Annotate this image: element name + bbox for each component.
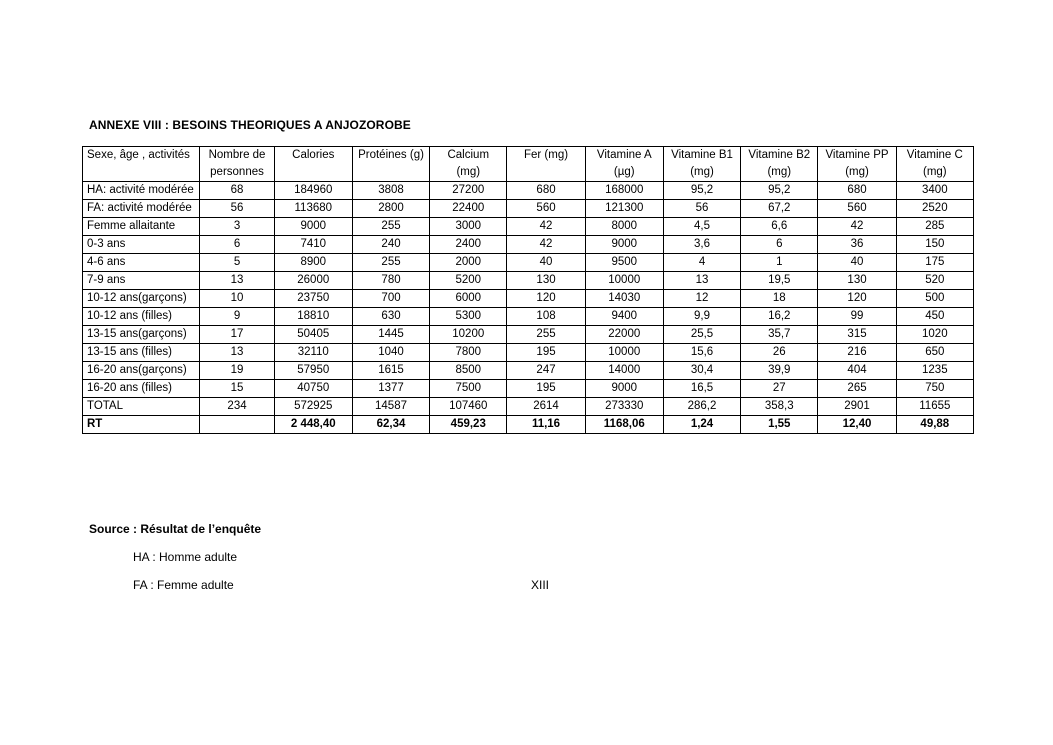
value-cell: 11655: [896, 398, 973, 416]
value-cell: 520: [896, 272, 973, 290]
value-cell: 22000: [585, 326, 663, 344]
value-cell: 450: [896, 308, 973, 326]
table-row: [83, 308, 974, 326]
value-cell: 168000: [585, 182, 663, 200]
value-cell: 9500: [585, 254, 663, 272]
value-cell: 404: [818, 362, 896, 380]
value-cell: 2 448,40: [274, 416, 352, 434]
value-cell: 2000: [430, 254, 507, 272]
page-title: ANNEXE VIII : BESOINS THEORIQUES A ANJOZOROBE: [89, 118, 411, 132]
row-label-cell: RT: [83, 416, 200, 434]
value-cell: 265: [818, 380, 896, 398]
value-cell: 6: [741, 236, 818, 254]
row-label-cell: 7-9 ans: [83, 272, 200, 290]
table-row: [83, 236, 974, 254]
row-label-cell: 16-20 ans(garçons): [83, 362, 200, 380]
value-cell: 1168,06: [585, 416, 663, 434]
value-cell: 50405: [274, 326, 352, 344]
value-cell: 25,5: [663, 326, 740, 344]
value-cell: 107460: [430, 398, 507, 416]
value-cell: 56: [663, 200, 740, 218]
value-cell: 121300: [585, 200, 663, 218]
value-cell: 5: [200, 254, 274, 272]
value-cell: 40: [818, 254, 896, 272]
value-cell: 42: [507, 218, 585, 236]
value-cell: 6: [200, 236, 274, 254]
value-cell: 130: [507, 272, 585, 290]
table-row: [83, 218, 974, 236]
table-row: [83, 182, 974, 200]
value-cell: 286,2: [663, 398, 740, 416]
value-cell: 750: [896, 380, 973, 398]
page-number: XIII: [531, 578, 550, 592]
abbrev-ha-note: HA : Homme adulte: [133, 550, 238, 564]
value-cell: 7800: [430, 344, 507, 362]
column-header: Fer (mg): [507, 147, 585, 182]
value-cell: 17: [200, 326, 274, 344]
value-cell: 130: [818, 272, 896, 290]
value-cell: 3,6: [663, 236, 740, 254]
value-cell: 12: [663, 290, 740, 308]
value-cell: 49,88: [896, 416, 973, 434]
value-cell: 7410: [274, 236, 352, 254]
table-row: [83, 326, 974, 344]
row-label-cell: 0-3 ans: [83, 236, 200, 254]
value-cell: 26: [741, 344, 818, 362]
value-cell: 240: [352, 236, 429, 254]
value-cell: 1: [741, 254, 818, 272]
table-row: [83, 362, 974, 380]
row-label-cell: 16-20 ans (filles): [83, 380, 200, 398]
value-cell: 7500: [430, 380, 507, 398]
value-cell: 195: [507, 380, 585, 398]
table-row: [83, 416, 974, 434]
value-cell: 30,4: [663, 362, 740, 380]
value-cell: 1235: [896, 362, 973, 380]
value-cell: 10000: [585, 344, 663, 362]
value-cell: 285: [896, 218, 973, 236]
value-cell: 1040: [352, 344, 429, 362]
value-cell: 95,2: [663, 182, 740, 200]
value-cell: 10200: [430, 326, 507, 344]
value-cell: 1615: [352, 362, 429, 380]
value-cell: 14030: [585, 290, 663, 308]
value-cell: 1020: [896, 326, 973, 344]
value-cell: 42: [507, 236, 585, 254]
value-cell: 175: [896, 254, 973, 272]
value-cell: 108: [507, 308, 585, 326]
value-cell: 1,55: [741, 416, 818, 434]
row-label-cell: 13-15 ans (filles): [83, 344, 200, 362]
value-cell: 4,5: [663, 218, 740, 236]
value-cell: 113680: [274, 200, 352, 218]
value-cell: 11,16: [507, 416, 585, 434]
column-header: Vitamine B2 (mg): [741, 147, 818, 182]
value-cell: 15,6: [663, 344, 740, 362]
value-cell: 9,9: [663, 308, 740, 326]
value-cell: 14587: [352, 398, 429, 416]
column-header: Vitamine B1 (mg): [663, 147, 740, 182]
row-label-cell: TOTAL: [83, 398, 200, 416]
value-cell: 9000: [274, 218, 352, 236]
value-cell: 255: [352, 254, 429, 272]
value-cell: 22400: [430, 200, 507, 218]
table-row: [83, 344, 974, 362]
table-row: [83, 290, 974, 308]
value-cell: 120: [507, 290, 585, 308]
value-cell: 1,24: [663, 416, 740, 434]
value-cell: 5300: [430, 308, 507, 326]
column-header: Vitamine C (mg): [896, 147, 973, 182]
value-cell: 27200: [430, 182, 507, 200]
value-cell: 40750: [274, 380, 352, 398]
column-header: Protéines (g): [352, 147, 429, 182]
value-cell: 780: [352, 272, 429, 290]
abbrev-fa-note: FA : Femme adulte: [133, 578, 234, 592]
value-cell: 2520: [896, 200, 973, 218]
value-cell: 650: [896, 344, 973, 362]
value-cell: 10000: [585, 272, 663, 290]
row-label-cell: 13-15 ans(garçons): [83, 326, 200, 344]
value-cell: 40: [507, 254, 585, 272]
value-cell: 560: [507, 200, 585, 218]
value-cell: 4: [663, 254, 740, 272]
value-cell: 32110: [274, 344, 352, 362]
value-cell: 67,2: [741, 200, 818, 218]
value-cell: 10: [200, 290, 274, 308]
value-cell: 195: [507, 344, 585, 362]
value-cell: 680: [818, 182, 896, 200]
value-cell: 8900: [274, 254, 352, 272]
value-cell: 630: [352, 308, 429, 326]
table-row: [83, 380, 974, 398]
value-cell: 2614: [507, 398, 585, 416]
column-header: Nombre de personnes: [200, 147, 274, 182]
value-cell: 459,23: [430, 416, 507, 434]
value-cell: 234: [200, 398, 274, 416]
value-cell: 3: [200, 218, 274, 236]
value-cell: 3808: [352, 182, 429, 200]
value-cell: 9000: [585, 380, 663, 398]
value-cell: 56: [200, 200, 274, 218]
row-label-cell: 10-12 ans(garçons): [83, 290, 200, 308]
value-cell: 150: [896, 236, 973, 254]
value-cell: 9: [200, 308, 274, 326]
value-cell: 255: [352, 218, 429, 236]
row-label-cell: 10-12 ans (filles): [83, 308, 200, 326]
value-cell: 5200: [430, 272, 507, 290]
value-cell: 35,7: [741, 326, 818, 344]
value-cell: 9400: [585, 308, 663, 326]
table-header: [83, 147, 974, 182]
value-cell: 700: [352, 290, 429, 308]
value-cell: [200, 416, 274, 434]
row-label-cell: HA: activité modérée: [83, 182, 200, 200]
value-cell: 500: [896, 290, 973, 308]
value-cell: 1445: [352, 326, 429, 344]
value-cell: 18810: [274, 308, 352, 326]
value-cell: 8500: [430, 362, 507, 380]
value-cell: 3400: [896, 182, 973, 200]
table-row: [83, 200, 974, 218]
value-cell: 19: [200, 362, 274, 380]
value-cell: 8000: [585, 218, 663, 236]
value-cell: 27: [741, 380, 818, 398]
value-cell: 12,40: [818, 416, 896, 434]
value-cell: 120: [818, 290, 896, 308]
value-cell: 247: [507, 362, 585, 380]
value-cell: 62,34: [352, 416, 429, 434]
value-cell: 2800: [352, 200, 429, 218]
value-cell: 2400: [430, 236, 507, 254]
value-cell: 358,3: [741, 398, 818, 416]
value-cell: 14000: [585, 362, 663, 380]
value-cell: 42: [818, 218, 896, 236]
value-cell: 255: [507, 326, 585, 344]
value-cell: 315: [818, 326, 896, 344]
value-cell: 36: [818, 236, 896, 254]
value-cell: 26000: [274, 272, 352, 290]
value-cell: 19,5: [741, 272, 818, 290]
needs-table: [82, 146, 974, 434]
value-cell: 1377: [352, 380, 429, 398]
value-cell: 57950: [274, 362, 352, 380]
value-cell: 99: [818, 308, 896, 326]
value-cell: 572925: [274, 398, 352, 416]
table-body: [83, 182, 974, 434]
value-cell: 68: [200, 182, 274, 200]
column-header: Vitamine A (µg): [585, 147, 663, 182]
value-cell: 6000: [430, 290, 507, 308]
value-cell: 2901: [818, 398, 896, 416]
value-cell: 95,2: [741, 182, 818, 200]
row-label-cell: 4-6 ans: [83, 254, 200, 272]
value-cell: 184960: [274, 182, 352, 200]
table-row: [83, 272, 974, 290]
value-cell: 6,6: [741, 218, 818, 236]
value-cell: 16,5: [663, 380, 740, 398]
value-cell: 23750: [274, 290, 352, 308]
column-header: Calcium (mg): [430, 147, 507, 182]
value-cell: 680: [507, 182, 585, 200]
column-header: Sexe, âge , activités: [83, 147, 200, 182]
value-cell: 13: [200, 344, 274, 362]
value-cell: 3000: [430, 218, 507, 236]
header-row: [83, 147, 974, 182]
value-cell: 16,2: [741, 308, 818, 326]
source-note: Source : Résultat de l’enquête: [89, 522, 262, 536]
table-row: [83, 398, 974, 416]
row-label-cell: FA: activité modérée: [83, 200, 200, 218]
value-cell: 13: [663, 272, 740, 290]
column-header: Calories: [274, 147, 352, 182]
value-cell: 9000: [585, 236, 663, 254]
value-cell: 560: [818, 200, 896, 218]
value-cell: 39,9: [741, 362, 818, 380]
column-header: Vitamine PP (mg): [818, 147, 896, 182]
value-cell: 18: [741, 290, 818, 308]
value-cell: 13: [200, 272, 274, 290]
value-cell: 216: [818, 344, 896, 362]
value-cell: 273330: [585, 398, 663, 416]
table-row: [83, 254, 974, 272]
value-cell: 15: [200, 380, 274, 398]
row-label-cell: Femme allaitante: [83, 218, 200, 236]
